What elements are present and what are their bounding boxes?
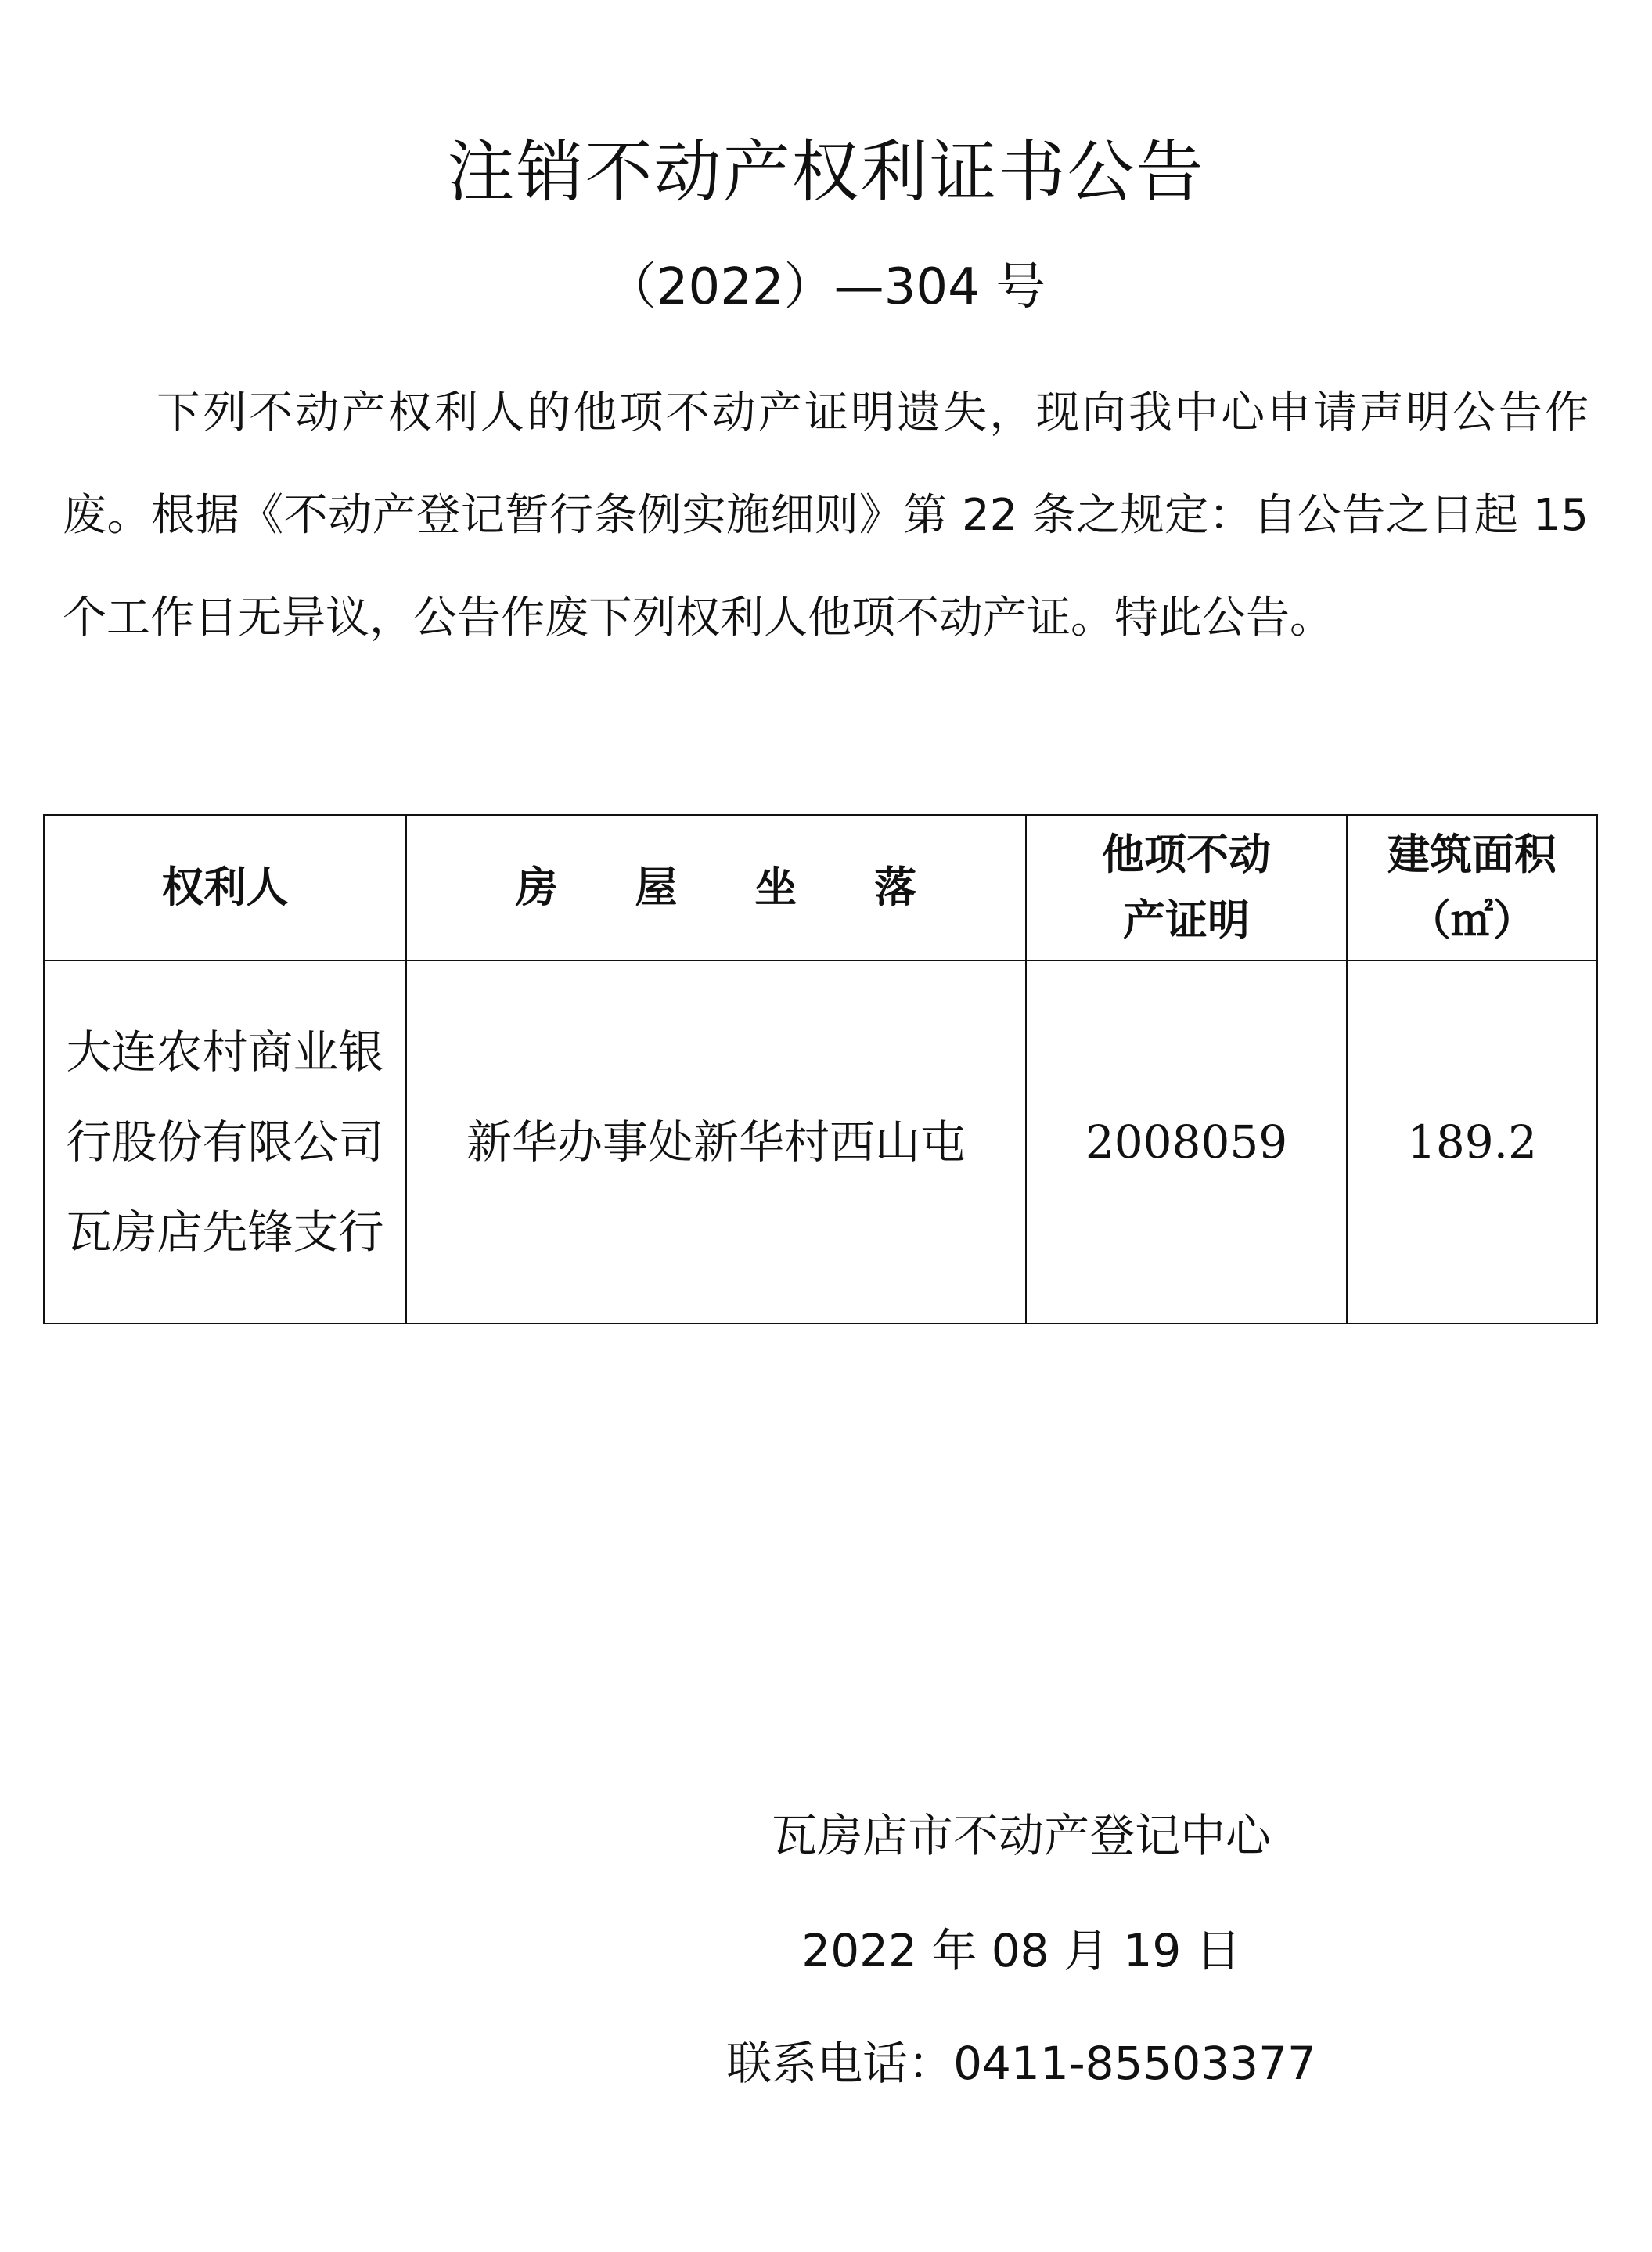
header-area-line2: （㎡） [1409, 895, 1535, 945]
document-number: （2022）—304 号 [606, 258, 1046, 316]
issue-date: 2022 年 08 月 19 日 [801, 1924, 1241, 1977]
header-area-line1: 建筑面积 [1387, 830, 1557, 879]
document-title: 注销不动产权利证书公告 [447, 133, 1205, 211]
header-location [406, 815, 1026, 960]
header-certificate [1026, 815, 1347, 960]
header-holder-label: 权利人 [161, 863, 289, 912]
contact-phone: 联系电话：0411-85503377 [726, 2037, 1316, 2090]
certificate-table [43, 814, 1598, 1324]
table-row [44, 960, 1597, 1324]
header-location-label: 房 屋 坐 落 [515, 863, 948, 912]
table-header-row [44, 815, 1597, 960]
location-cell: 新华办事处新华村西山屯 [406, 960, 1026, 1324]
header-area [1347, 815, 1597, 960]
certificate-number-cell: 2008059 [1026, 960, 1347, 1324]
area-cell: 189.2 [1347, 960, 1597, 1324]
header-certificate-line2: 产证明 [1123, 895, 1250, 945]
issuing-organization: 瓦房店市不动产登记中心 [771, 1809, 1271, 1862]
header-holder [44, 815, 406, 960]
header-certificate-line1: 他项不动 [1102, 830, 1271, 879]
holder-cell: 大连农村商业银行股份有限公司瓦房店先锋支行 [44, 960, 406, 1324]
notice-body-paragraph: 下列不动产权利人的他项不动产证明遗失，现向我中心申请声明公告作废。根据《不动产登记暂行条例实施细则》第 22 条之规定：自公告之日起 15 个工作日无异议，公告作废下列权利人他项不动产证。特此公告。 [63, 387, 1589, 643]
